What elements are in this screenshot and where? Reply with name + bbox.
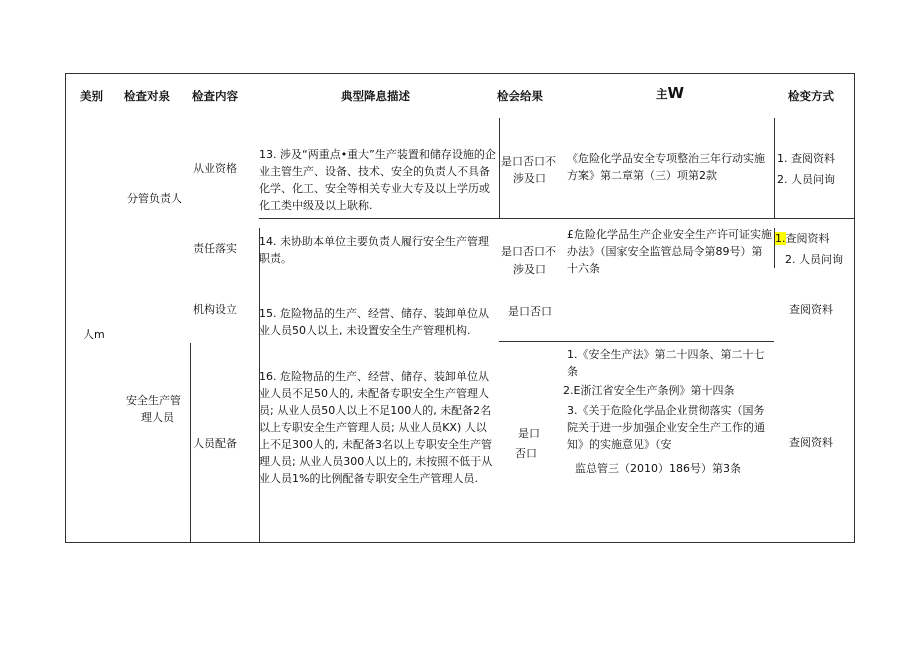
table-border-top bbox=[65, 73, 855, 74]
result-16-line2: 否口 bbox=[515, 447, 537, 460]
result-16-line1: 是口 bbox=[518, 427, 540, 440]
method-16: 查阅资料 bbox=[789, 436, 833, 449]
table-border-bottom bbox=[65, 542, 855, 543]
method-14-2: 2. 人员问询 bbox=[785, 253, 843, 266]
header-basis-prefix: 主 bbox=[656, 87, 668, 101]
result-14-line2: 涉及口 bbox=[513, 263, 546, 276]
description-13: 13. 涉及“两重点•重大”生产装置和储存设施的企业主管生产、设备、技术、安全的负责人不具备化学、化工、安全等相关专业大专及以上学历或化工类中级及以上耿称. bbox=[259, 148, 496, 212]
description-16: 16. 危险物品的生产、经营、储存、装卸单位从业人员不足50人的, 未配备专职安全生产管理人员; 从业人员50人以上不足100人的, 未配备2名以上专职安全生产管理人员; 从业人员KX) 人以上不足300人的, 未配备3名以上专职安全生产管理人员; 从业人员300人以上的, 未按照不低于从业人员1%的比例配备专职安全生产管理人员. bbox=[259, 370, 493, 485]
result-14-line1: 是口否口不 bbox=[501, 245, 556, 258]
header-object: 检查对泉 bbox=[124, 89, 170, 103]
basis-16-item4: 监总管三（2010）186号）第3条 bbox=[575, 462, 741, 475]
table-border-left bbox=[65, 73, 66, 543]
object-safety-staff-line1: 安全生产管 bbox=[126, 394, 181, 407]
method-14-1 bbox=[775, 230, 830, 247]
method-14-1-number: 1. bbox=[775, 232, 786, 245]
row-divider-16-top bbox=[499, 341, 774, 342]
basis-16-item2: 2.E浙江省安全生产条例》第十四条 bbox=[563, 384, 735, 397]
header-basis bbox=[656, 85, 684, 103]
method-15: 查阅资料 bbox=[789, 303, 833, 316]
header-basis-letter: W bbox=[667, 84, 685, 102]
content-institution: 机构设立 bbox=[193, 303, 237, 316]
header-description: 典型降息描述 bbox=[341, 89, 410, 103]
description-15: 15. 危险物品的生产、经营、储存、装卸单位从业人员50人以上, 未设置安全生产管理机构. bbox=[259, 307, 489, 337]
basis-16-item1: 1.《安全生产法》第二十四条、第二十七条 bbox=[567, 348, 765, 378]
basis-16-item3: 3.《关于危险化学品企业贯彻落实（国务院关于进一步加强企业安全生产工作的通知》的实施意见》（安 bbox=[567, 404, 765, 451]
description-14: 14. 未协助本单位主要负责人履行安全生产管理职责。 bbox=[259, 235, 489, 265]
content-staffing: 人员配备 bbox=[193, 437, 237, 450]
result-13-line2: 涉及口 bbox=[513, 172, 546, 185]
column-divider-basis bbox=[499, 118, 500, 218]
basis-13: 《危险化学品安全专项整治三年行动实施方案》第二章第（三）项第2款 bbox=[567, 152, 765, 182]
object-safety-staff-line2: 理人员 bbox=[141, 411, 174, 424]
content-responsibility: 责任落实 bbox=[193, 242, 237, 255]
result-15: 是口否口 bbox=[508, 305, 552, 318]
header-content: 检查内容 bbox=[192, 89, 238, 103]
content-qualification: 从业资格 bbox=[193, 162, 237, 175]
column-divider-method bbox=[774, 118, 775, 218]
table-border-right bbox=[854, 73, 855, 543]
header-category: 美别 bbox=[80, 89, 103, 103]
header-result: 检会给果 bbox=[497, 89, 543, 103]
column-divider-content bbox=[190, 343, 191, 542]
row-divider-14-top bbox=[259, 218, 855, 219]
method-13-2: 2. 人员问询 bbox=[777, 173, 835, 186]
header-method: 检变方式 bbox=[788, 89, 834, 103]
basis-14: £危险化学品生产企业安全生产许可证实施办法》（国家安全监管总局令第89号）第十六条 bbox=[567, 228, 772, 275]
category-label: 人m bbox=[83, 328, 105, 341]
object-supervisor: 分管负责人 bbox=[127, 192, 182, 205]
method-14-1-text: 查阅资料 bbox=[785, 232, 830, 245]
method-13-1: 1. 查阅资料 bbox=[777, 152, 835, 165]
result-13-line1: 是口否口不 bbox=[501, 155, 556, 168]
